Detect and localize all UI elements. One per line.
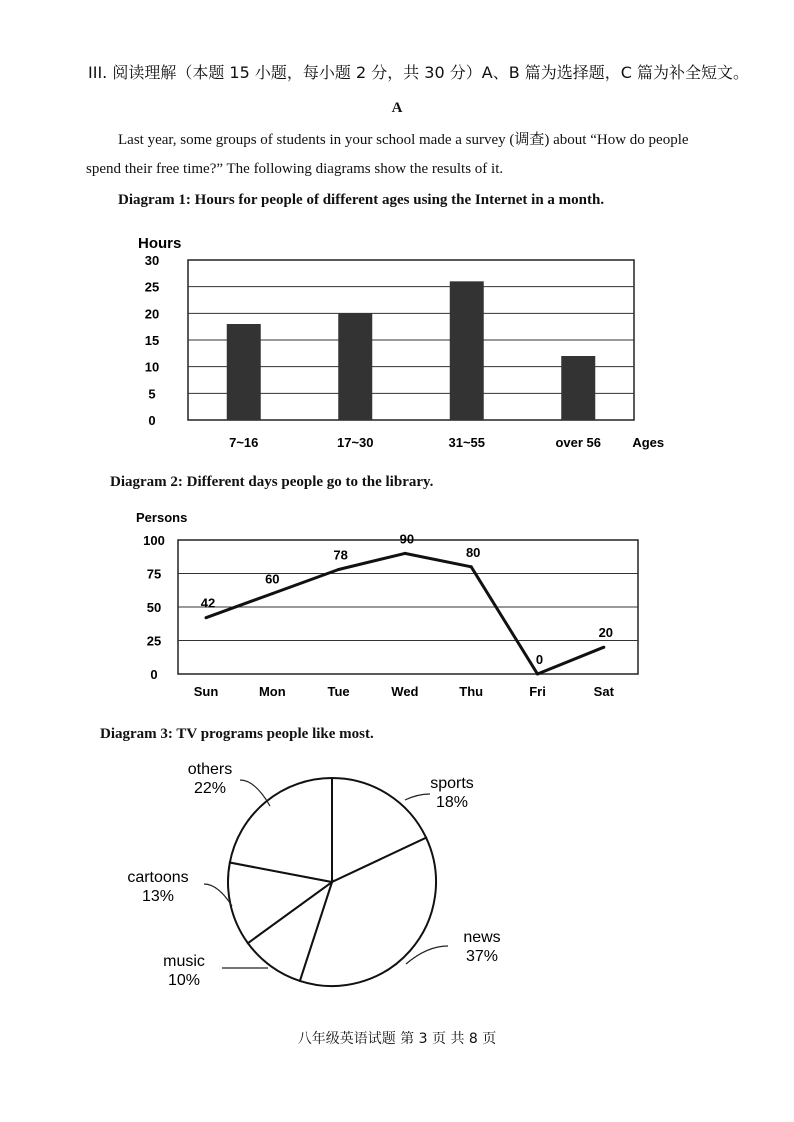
- diagram-2-y-tick-0: 0: [150, 667, 158, 682]
- diagram-2-x-tick-5: Fri: [529, 684, 546, 699]
- diagram-3-percent-cartoons: 13%: [141, 888, 175, 905]
- diagram-2-x-tick-6: Sat: [593, 684, 614, 699]
- diagram-1-bar-2: [450, 281, 484, 420]
- diagram-3-percent-others: 22%: [193, 780, 227, 797]
- diagram-2-point-0: [205, 616, 208, 619]
- diagram-1-bar-3: [561, 356, 595, 420]
- diagram-2-point-4: [470, 565, 473, 568]
- diagram-1-title: Diagram 1: Hours for people of different ages using the Internet in a month.: [118, 192, 605, 208]
- diagram-2-x-tick-1: Mon: [258, 684, 286, 699]
- diagram-3-title: Diagram 3: TV programs people like most.: [100, 726, 374, 742]
- diagram-1-y-tick-5: 25: [144, 279, 160, 295]
- diagram-2-point-2: [337, 568, 340, 571]
- diagram-1-x-tick-2: 31~55: [448, 435, 486, 450]
- diagram-3-percent-news: 37%: [465, 948, 499, 965]
- diagram-2-data-label-1: 60: [265, 571, 280, 587]
- diagram-3-label-cartoons: cartoons: [127, 869, 189, 886]
- diagram-2-y-tick-4: 100: [143, 533, 165, 548]
- page-footer: 八年级英语试题 第 3 页 共 8 页: [297, 1031, 497, 1047]
- diagram-2-point-3: [403, 552, 406, 555]
- diagram-2-point-5: [536, 673, 539, 676]
- diagram-2-data-label-5: 0: [535, 652, 544, 667]
- diagram-1-y-tick-4: 20: [144, 306, 160, 322]
- diagram-2-point-6: [602, 646, 605, 649]
- diagram-1-y-tick-3: 15: [144, 333, 160, 348]
- diagram-2-data-label-4: 80: [465, 544, 481, 560]
- diagram-2-y-tick-3: 75: [146, 566, 162, 582]
- diagram-1-y-tick-6: 30: [144, 253, 160, 268]
- diagram-1-bar-1: [338, 313, 372, 420]
- diagram-3-label-news: news: [463, 929, 501, 946]
- diagram-1-x-tick-3: over 56: [555, 435, 602, 450]
- diagram-3-percent-music: 10%: [167, 972, 201, 989]
- diagram-2-data-label-6: 20: [598, 625, 614, 641]
- diagram-3-slice-others: [230, 778, 332, 882]
- diagram-3-label-music: music: [163, 953, 205, 970]
- diagram-2-x-tick-2: Tue: [327, 684, 350, 699]
- intro-line-2: spend their free time?” The following diagrams show the results of it.: [86, 161, 504, 177]
- diagram-2-data-label-3: 90: [399, 531, 415, 547]
- diagram-1-y-tick-2: 10: [144, 359, 160, 375]
- diagram-3-label-sports: sports: [430, 775, 474, 792]
- diagram-1-y-axis-label: Hours: [138, 235, 182, 252]
- diagram-2-x-tick-3: Wed: [391, 684, 419, 699]
- diagram-2-point-1: [271, 592, 274, 595]
- diagram-2-data-label-2: 78: [333, 547, 348, 563]
- section-heading: III. 阅读理解（本题 15 小题，每小题 2 分，共 30 分）A、B 篇为选择题，C 篇为补全短文。: [88, 63, 750, 82]
- diagram-2-data-label-0: 42: [200, 595, 216, 611]
- diagram-2-title: Diagram 2: Different days people go to the library.: [110, 474, 434, 490]
- diagram-3-pie-chart: [100, 756, 580, 1006]
- diagram-2-line-chart: [100, 504, 680, 704]
- diagram-2-x-tick-0: Sun: [193, 684, 219, 699]
- diagram-2-y-tick-1: 25: [146, 633, 162, 649]
- diagram-1-x-tick-1: 17~30: [336, 435, 374, 450]
- diagram-3-label-others: others: [187, 761, 233, 778]
- diagram-2-x-tick-4: Thu: [459, 684, 484, 699]
- diagram-1-x-axis-label: Ages: [632, 435, 665, 450]
- diagram-1-bar-chart: [100, 228, 700, 458]
- diagram-1-y-tick-1: 5: [148, 386, 156, 402]
- diagram-1-x-tick-0: 7~16: [229, 435, 259, 450]
- diagram-1-y-tick-0: 0: [148, 413, 156, 428]
- diagram-3-percent-sports: 18%: [435, 794, 469, 811]
- diagram-2-y-tick-2: 50: [146, 600, 162, 615]
- diagram-3-leader-sports: [405, 794, 430, 800]
- intro-line-1: Last year, some groups of students in your school made a survey (调查) about “How do people: [118, 132, 689, 148]
- diagram-2-y-axis-label: Persons: [136, 510, 188, 525]
- passage-label: A: [391, 100, 403, 116]
- diagram-1-bar-0: [227, 324, 261, 420]
